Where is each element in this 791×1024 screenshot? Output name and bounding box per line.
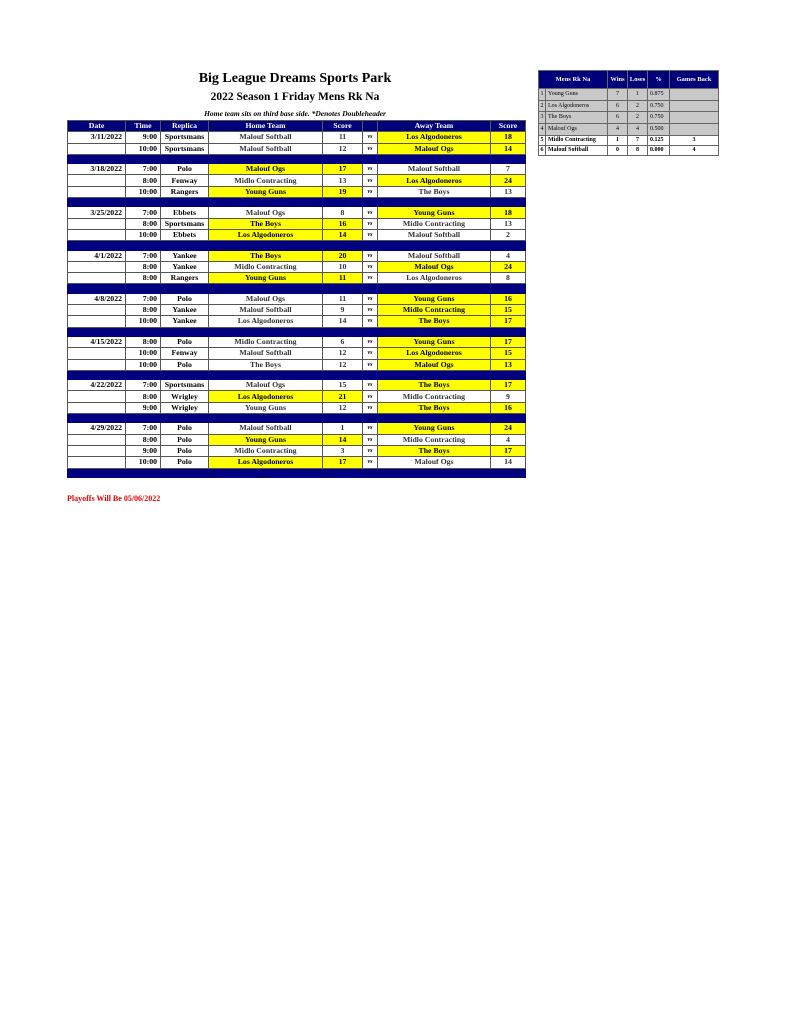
home-score: 14 [323, 434, 363, 445]
game-replica-field: Fenway [161, 175, 209, 186]
column-header-away-team: Away Team [378, 121, 491, 132]
team-rank: 3 [539, 112, 546, 124]
week-separator-row [68, 284, 526, 293]
week-separator [68, 284, 526, 293]
vs-label: vs [363, 229, 378, 240]
game-replica-field: Sportsmans [161, 143, 209, 154]
team-wins: 6 [608, 112, 628, 124]
away-team: The Boys [378, 380, 491, 391]
game-replica-field: Wrigley [161, 391, 209, 402]
game-row [68, 445, 526, 456]
game-date: 3/25/2022 [68, 207, 126, 218]
home-score: 16 [323, 218, 363, 229]
team-win-pct: 0.500 [648, 124, 670, 136]
game-time: 10:00 [126, 457, 161, 468]
away-team: Malouf Softball [378, 164, 491, 175]
home-score: 17 [323, 457, 363, 468]
away-team: The Boys [378, 316, 491, 327]
home-score: 13 [323, 175, 363, 186]
team-name: Los Algodoneros [546, 100, 608, 112]
away-score: 24 [491, 423, 526, 434]
team-name: Midlo Contracting [546, 135, 608, 145]
home-score: 8 [323, 207, 363, 218]
home-team: Young Guns [209, 273, 323, 284]
away-score: 7 [491, 164, 526, 175]
home-team: Midlo Contracting [209, 445, 323, 456]
away-score: 16 [491, 293, 526, 304]
week-separator-row [68, 370, 526, 379]
home-score: 14 [323, 229, 363, 240]
schedule-header-row [68, 121, 526, 132]
game-row [68, 316, 526, 327]
away-team: The Boys [378, 186, 491, 197]
game-time: 9:00 [126, 402, 161, 413]
game-date: 3/18/2022 [68, 164, 126, 175]
game-replica-field: Sportsmans [161, 218, 209, 229]
game-time: 7:00 [126, 207, 161, 218]
home-team: Malouf Ogs [209, 207, 323, 218]
home-team: Young Guns [209, 402, 323, 413]
game-row [68, 250, 526, 261]
home-score: 9 [323, 305, 363, 316]
away-team: Midlo Contracting [378, 434, 491, 445]
away-team: Los Algodoneros [378, 348, 491, 359]
column-header-time: Time [126, 121, 161, 132]
game-replica-field: Yankee [161, 316, 209, 327]
week-separator [68, 370, 526, 379]
vs-label: vs [363, 359, 378, 370]
away-team: Malouf Softball [378, 229, 491, 240]
home-team: Malouf Softball [209, 132, 323, 143]
standings-header-losses: Loses [628, 71, 648, 89]
team-losses: 2 [628, 100, 648, 112]
vs-label: vs [363, 261, 378, 272]
game-row [68, 391, 526, 402]
team-win-pct: 0.125 [648, 135, 670, 145]
away-score: 8 [491, 273, 526, 284]
game-time: 10:00 [126, 229, 161, 240]
team-wins: 4 [608, 124, 628, 136]
vs-label: vs [363, 186, 378, 197]
home-score: 12 [323, 359, 363, 370]
vs-label: vs [363, 293, 378, 304]
game-date [68, 359, 126, 370]
week-separator-row [68, 327, 526, 336]
home-team: Malouf Ogs [209, 293, 323, 304]
game-replica-field: Wrigley [161, 402, 209, 413]
game-row [68, 380, 526, 391]
team-wins: 6 [608, 100, 628, 112]
page-subtitle: 2022 Season 1 Friday Mens Rk Na [210, 91, 380, 103]
away-score: 18 [491, 132, 526, 143]
team-games-back [670, 100, 719, 112]
game-row [68, 143, 526, 154]
away-team: Young Guns [378, 336, 491, 347]
home-team: Malouf Ogs [209, 164, 323, 175]
away-team: Young Guns [378, 293, 491, 304]
home-team: Malouf Softball [209, 348, 323, 359]
week-separator-row [68, 468, 526, 477]
game-row [68, 273, 526, 284]
team-win-pct: 0.875 [648, 89, 670, 101]
team-wins: 7 [608, 89, 628, 101]
home-score: 11 [323, 273, 363, 284]
game-date [68, 457, 126, 468]
column-header-vs [363, 121, 378, 132]
game-replica-field: Polo [161, 423, 209, 434]
away-team: Los Algodoneros [378, 273, 491, 284]
game-date: 4/8/2022 [68, 293, 126, 304]
vs-label: vs [363, 273, 378, 284]
game-replica-field: Polo [161, 457, 209, 468]
standings-header-row [539, 71, 719, 89]
game-time: 8:00 [126, 336, 161, 347]
game-time: 7:00 [126, 250, 161, 261]
game-row [68, 305, 526, 316]
game-replica-field: Polo [161, 293, 209, 304]
game-row [68, 207, 526, 218]
game-row [68, 457, 526, 468]
game-replica-field: Yankee [161, 261, 209, 272]
team-rank: 6 [539, 145, 546, 155]
away-team: Malouf Softball [378, 250, 491, 261]
away-score: 9 [491, 391, 526, 402]
game-row [68, 359, 526, 370]
team-wins: 0 [608, 145, 628, 155]
standings-row [539, 135, 719, 145]
game-replica-field: Yankee [161, 250, 209, 261]
away-team: Young Guns [378, 207, 491, 218]
game-row [68, 293, 526, 304]
game-date: 4/1/2022 [68, 250, 126, 261]
week-separator-row [68, 414, 526, 423]
standings-header-games-back: Games Back [670, 71, 719, 89]
team-losses: 8 [628, 145, 648, 155]
home-team: The Boys [209, 218, 323, 229]
home-team: Midlo Contracting [209, 336, 323, 347]
column-header-home-score: Score [323, 121, 363, 132]
away-score: 14 [491, 143, 526, 154]
home-team: Malouf Softball [209, 305, 323, 316]
home-team: Midlo Contracting [209, 261, 323, 272]
away-score: 4 [491, 434, 526, 445]
vs-label: vs [363, 305, 378, 316]
away-score: 17 [491, 336, 526, 347]
home-team: Los Algodoneros [209, 229, 323, 240]
standings-table [538, 70, 719, 156]
playoffs-note: Playoffs Will Be 05/06/2022 [67, 494, 161, 503]
game-time: 10:00 [126, 143, 161, 154]
standings-body [539, 89, 719, 156]
away-team: Malouf Ogs [378, 457, 491, 468]
away-team: The Boys [378, 402, 491, 413]
game-time: 8:00 [126, 391, 161, 402]
away-score: 16 [491, 402, 526, 413]
home-score: 15 [323, 380, 363, 391]
week-separator [68, 241, 526, 250]
vs-label: vs [363, 207, 378, 218]
vs-label: vs [363, 457, 378, 468]
team-wins: 1 [608, 135, 628, 145]
team-losses: 4 [628, 124, 648, 136]
vs-label: vs [363, 164, 378, 175]
game-replica-field: Polo [161, 445, 209, 456]
home-team: Malouf Ogs [209, 380, 323, 391]
home-team: Malouf Softball [209, 423, 323, 434]
game-time: 10:00 [126, 348, 161, 359]
standings-header-wins: Wins [608, 71, 628, 89]
game-date [68, 445, 126, 456]
home-score: 12 [323, 348, 363, 359]
week-separator-row [68, 154, 526, 163]
away-team: Malouf Ogs [378, 143, 491, 154]
standings-row [539, 89, 719, 101]
game-replica-field: Rangers [161, 273, 209, 284]
home-score: 12 [323, 143, 363, 154]
away-score: 4 [491, 250, 526, 261]
game-date [68, 261, 126, 272]
game-time: 8:00 [126, 434, 161, 445]
game-time: 8:00 [126, 261, 161, 272]
game-time: 7:00 [126, 164, 161, 175]
home-score: 17 [323, 164, 363, 175]
away-score: 18 [491, 207, 526, 218]
page-title: Big League Dreams Sports Park [198, 71, 392, 86]
game-replica-field: Ebbets [161, 207, 209, 218]
home-team: The Boys [209, 250, 323, 261]
game-time: 7:00 [126, 293, 161, 304]
vs-label: vs [363, 316, 378, 327]
game-replica-field: Sportsmans [161, 380, 209, 391]
vs-label: vs [363, 336, 378, 347]
week-separator-row [68, 198, 526, 207]
home-score: 20 [323, 250, 363, 261]
away-score: 24 [491, 175, 526, 186]
game-date [68, 143, 126, 154]
team-name: Malouf Softball [546, 145, 608, 155]
game-replica-field: Yankee [161, 305, 209, 316]
game-date: 4/15/2022 [68, 336, 126, 347]
game-date: 4/22/2022 [68, 380, 126, 391]
team-losses: 7 [628, 135, 648, 145]
game-row [68, 229, 526, 240]
team-games-back [670, 89, 719, 101]
game-row [68, 434, 526, 445]
home-score: 3 [323, 445, 363, 456]
vs-label: vs [363, 218, 378, 229]
away-team: The Boys [378, 445, 491, 456]
away-team: Young Guns [378, 423, 491, 434]
team-rank: 2 [539, 100, 546, 112]
team-rank: 4 [539, 124, 546, 136]
game-date [68, 434, 126, 445]
game-time: 10:00 [126, 186, 161, 197]
home-team: Malouf Softball [209, 143, 323, 154]
game-date [68, 348, 126, 359]
away-team: Midlo Contracting [378, 218, 491, 229]
game-row [68, 132, 526, 143]
game-time: 10:00 [126, 359, 161, 370]
game-replica-field: Sportsmans [161, 132, 209, 143]
home-score: 11 [323, 293, 363, 304]
week-separator [68, 154, 526, 163]
week-separator [68, 198, 526, 207]
game-row [68, 402, 526, 413]
team-name: The Boys [546, 112, 608, 124]
away-score: 14 [491, 457, 526, 468]
away-score: 24 [491, 261, 526, 272]
game-row [68, 164, 526, 175]
column-header-replica: Replica [161, 121, 209, 132]
away-score: 15 [491, 305, 526, 316]
away-score: 13 [491, 218, 526, 229]
column-header-date: Date [68, 121, 126, 132]
home-team: Los Algodoneros [209, 391, 323, 402]
home-score: 19 [323, 186, 363, 197]
game-time: 8:00 [126, 273, 161, 284]
standings-row [539, 124, 719, 136]
game-row [68, 348, 526, 359]
home-team: Young Guns [209, 434, 323, 445]
game-row [68, 175, 526, 186]
game-time: 10:00 [126, 316, 161, 327]
game-row [68, 218, 526, 229]
home-score: 1 [323, 423, 363, 434]
game-replica-field: Rangers [161, 186, 209, 197]
week-separator [68, 414, 526, 423]
game-row [68, 423, 526, 434]
away-score: 13 [491, 359, 526, 370]
vs-label: vs [363, 348, 378, 359]
team-losses: 2 [628, 112, 648, 124]
team-games-back [670, 124, 719, 136]
team-win-pct: 0.750 [648, 100, 670, 112]
week-separator [68, 327, 526, 336]
home-score: 21 [323, 391, 363, 402]
game-time: 7:00 [126, 423, 161, 434]
away-team: Los Algodoneros [378, 175, 491, 186]
vs-label: vs [363, 445, 378, 456]
team-games-back: 4 [670, 145, 719, 155]
vs-label: vs [363, 132, 378, 143]
schedule-table [67, 120, 526, 478]
column-header-home-team: Home Team [209, 121, 323, 132]
game-date: 4/29/2022 [68, 423, 126, 434]
schedule-note: Home team sits on third base side. *Denotes Doubleheader [204, 109, 386, 118]
game-replica-field: Polo [161, 336, 209, 347]
week-separator [68, 468, 526, 477]
vs-label: vs [363, 402, 378, 413]
game-date [68, 175, 126, 186]
vs-label: vs [363, 380, 378, 391]
game-replica-field: Ebbets [161, 229, 209, 240]
away-score: 17 [491, 380, 526, 391]
vs-label: vs [363, 434, 378, 445]
team-rank: 1 [539, 89, 546, 101]
game-date [68, 229, 126, 240]
team-games-back [670, 112, 719, 124]
away-score: 13 [491, 186, 526, 197]
away-score: 15 [491, 348, 526, 359]
home-team: Los Algodoneros [209, 457, 323, 468]
game-time: 9:00 [126, 445, 161, 456]
away-team: Malouf Ogs [378, 359, 491, 370]
game-replica-field: Polo [161, 359, 209, 370]
game-time: 8:00 [126, 175, 161, 186]
team-losses: 1 [628, 89, 648, 101]
game-date [68, 218, 126, 229]
game-replica-field: Polo [161, 164, 209, 175]
game-time: 7:00 [126, 380, 161, 391]
away-team: Midlo Contracting [378, 391, 491, 402]
week-separator-row [68, 241, 526, 250]
vs-label: vs [363, 423, 378, 434]
home-score: 10 [323, 261, 363, 272]
game-date [68, 273, 126, 284]
game-date: 3/11/2022 [68, 132, 126, 143]
standings-row [539, 100, 719, 112]
home-team: Los Algodoneros [209, 316, 323, 327]
game-date [68, 186, 126, 197]
game-date [68, 391, 126, 402]
game-date [68, 316, 126, 327]
standings-row [539, 145, 719, 155]
schedule-body [68, 132, 526, 478]
game-replica-field: Fenway [161, 348, 209, 359]
standings-header-division: Mens Rk Na [539, 71, 608, 89]
away-team: Los Algodoneros [378, 132, 491, 143]
game-time: 8:00 [126, 305, 161, 316]
vs-label: vs [363, 391, 378, 402]
team-name: Young Guns [546, 89, 608, 101]
game-date [68, 305, 126, 316]
home-score: 6 [323, 336, 363, 347]
game-date [68, 402, 126, 413]
away-team: Malouf Ogs [378, 261, 491, 272]
team-win-pct: 0.000 [648, 145, 670, 155]
home-score: 11 [323, 132, 363, 143]
team-name: Malouf Ogs [546, 124, 608, 136]
game-time: 8:00 [126, 218, 161, 229]
away-score: 17 [491, 316, 526, 327]
column-header-away-score: Score [491, 121, 526, 132]
home-score: 12 [323, 402, 363, 413]
game-row [68, 261, 526, 272]
home-team: Young Guns [209, 186, 323, 197]
home-team: Midlo Contracting [209, 175, 323, 186]
standings-header-pct: % [648, 71, 670, 89]
team-rank: 5 [539, 135, 546, 145]
vs-label: vs [363, 250, 378, 261]
away-team: Midlo Contracting [378, 305, 491, 316]
game-row [68, 336, 526, 347]
home-score: 14 [323, 316, 363, 327]
game-row [68, 186, 526, 197]
vs-label: vs [363, 175, 378, 186]
vs-label: vs [363, 143, 378, 154]
game-time: 9:00 [126, 132, 161, 143]
team-win-pct: 0.750 [648, 112, 670, 124]
standings-row [539, 112, 719, 124]
away-score: 17 [491, 445, 526, 456]
game-replica-field: Polo [161, 434, 209, 445]
team-games-back: 3 [670, 135, 719, 145]
away-score: 2 [491, 229, 526, 240]
home-team: The Boys [209, 359, 323, 370]
